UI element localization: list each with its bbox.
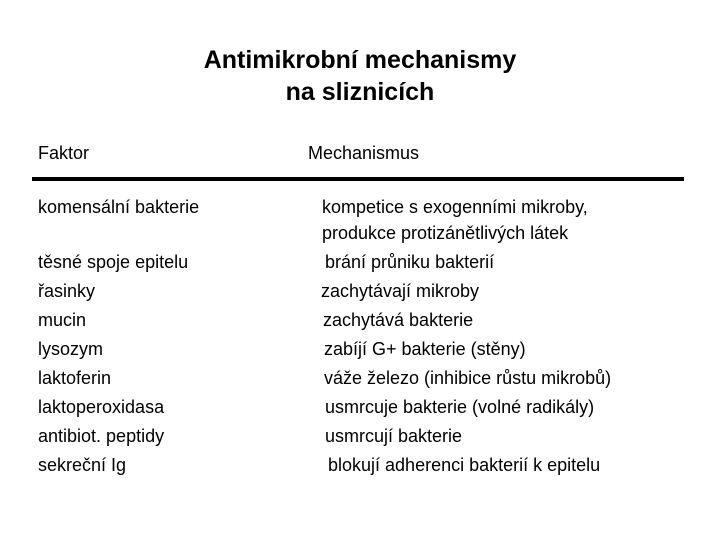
factor-cell: řasinky xyxy=(38,281,96,301)
factor-cell: laktoperoxidasa xyxy=(38,397,165,417)
title-line-2: na sliznicích xyxy=(285,78,435,106)
header-divider xyxy=(32,177,684,181)
mechanism-cell: usmrcují bakterie xyxy=(325,426,463,446)
column-header-factor: Faktor xyxy=(38,143,90,163)
column-header-mechanism: Mechanismus xyxy=(308,143,420,163)
mechanism-cell: blokují adherenci bakterií k epitelu xyxy=(328,455,601,475)
mechanism-cell: zabíjí G+ bakterie (stěny) xyxy=(324,339,526,359)
factor-cell: laktoferin xyxy=(38,368,112,388)
mechanism-cell: brání průniku bakterií xyxy=(325,252,495,272)
mechanism-cell: usmrcuje bakterie (volné radikály) xyxy=(325,397,595,417)
factor-cell: komensální bakterie xyxy=(38,197,200,217)
factor-cell: lysozym xyxy=(38,339,104,359)
factor-cell: mucin xyxy=(38,310,87,330)
title-line-1: Antimikrobní mechanismy xyxy=(203,46,517,74)
factor-cell: těsné spoje epitelu xyxy=(38,252,189,272)
factor-cell: sekreční Ig xyxy=(38,455,127,475)
mechanism-cell: zachytávají mikroby xyxy=(321,281,480,301)
factor-cell: antibiot. peptidy xyxy=(38,426,165,446)
mechanism-cell: zachytává bakterie xyxy=(323,310,474,330)
mechanism-cell: kompetice s exogenními mikroby, xyxy=(322,197,588,217)
mechanism-cell-continuation: produkce protizánětlivých látek xyxy=(322,223,569,243)
slide-title xyxy=(0,44,720,108)
mechanism-cell: váže železo (inhibice růstu mikrobů) xyxy=(324,368,612,388)
